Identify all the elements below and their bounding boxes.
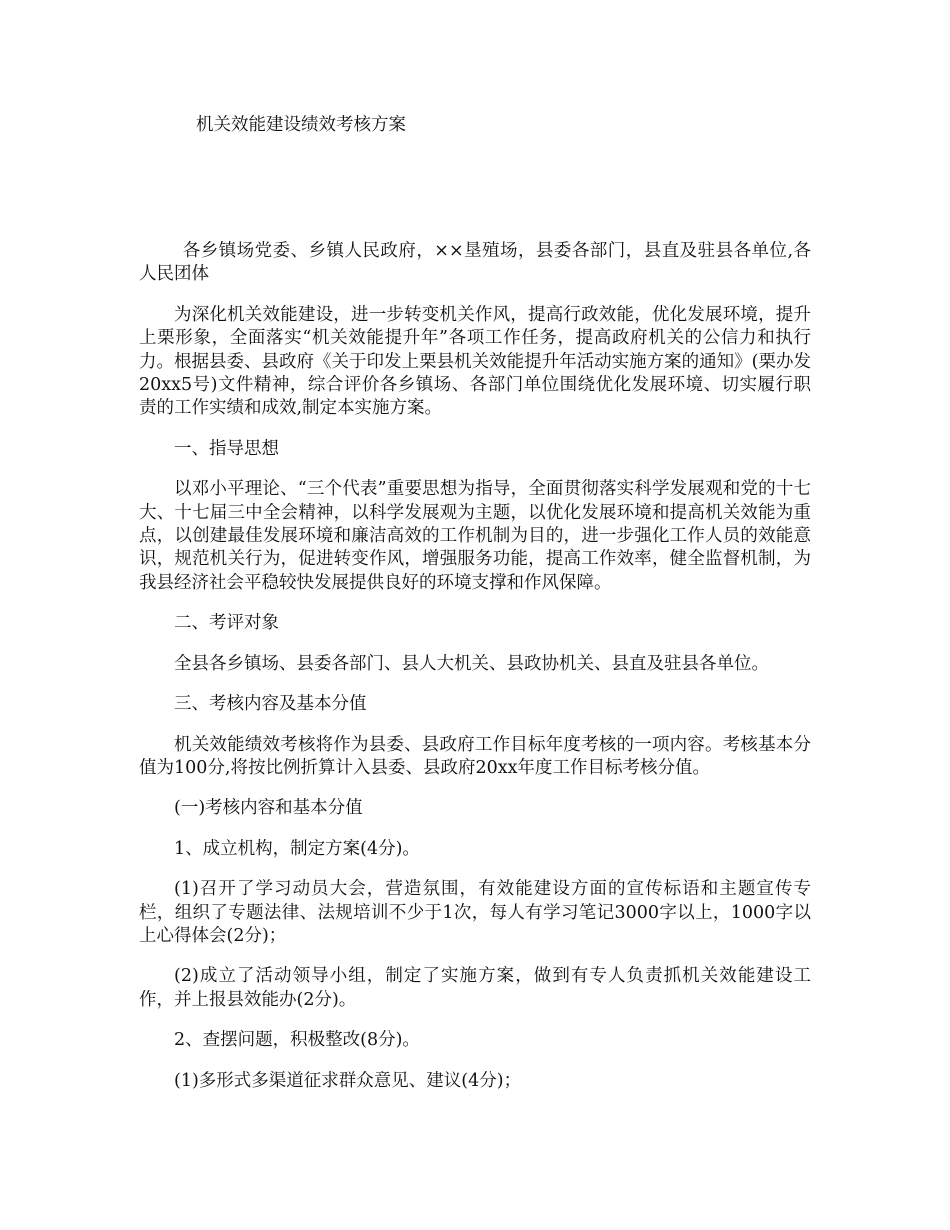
guiding-thought-paragraph: 以邓小平理论、“三个代表”重要思想为指导，全面贯彻落实科学发展观和党的十七大、十七届三中全会精神，以科学发展观为主题，以优化发展环境和提高机关效能为重点，以创建最佳发展环境和廉洁高效的工作机制为目的，进一步强化工作人员的效能意识，规范机关行为，促进转变作风，增强服务功能，提高工作效率，健全监督机制，为我县经济社会平稳较快发展提供良好的环境支撑和作风保障。 (139, 479, 811, 593)
document-body (139, 240, 811, 1110)
list-item-2-1: (1)多形式多渠道征求群众意见、建议(4分)； (174, 1070, 522, 1091)
content-and-scores-paragraph: 机关效能绩效考核将作为县委、县政府工作目标年度考核的一项内容。考核基本分值为100分,将按比例折算计入县委、县政府20xx年度工作目标考核分值。 (139, 734, 811, 778)
intro-paragraph: 为深化机关效能建设，进一步转变机关作风，提高行政效能，优化发展环境，提升上栗形象，全面落实“机关效能提升年”各项工作任务，提高政府机关的公信力和执行力。根据县委、县政府《关于印发上栗县机关效能提升年活动实施方案的通知》(栗办发20xx5号)文件精神，综合评价各乡镇场、各部门单位围绕优化发展环境、切实履行职责的工作实绩和成效,制定本实施方案。 (139, 304, 811, 419)
section-heading-guiding-thought: 一、指导思想 (174, 438, 279, 459)
list-item-1-1: (1)召开了学习动员大会，营造氛围，有效能建设方面的宣传标语和主题宣传专栏，组织了专题法律、法规培训不少于1次，每人有学习笔记3000字以上，1000字以上心得体会(2分)； (139, 879, 811, 946)
section-heading-evaluation-targets: 二、考评对象 (174, 613, 279, 634)
salutation-paragraph: 各乡镇场党委、乡镇人民政府，××垦殖场，县委各部门，县直及驻县各单位,各人民团体 (139, 241, 811, 285)
evaluation-targets-paragraph: 全县各乡镇场、县委各部门、县人大机关、县政协机关、县直及驻县各单位。 (174, 653, 769, 674)
subsection-heading: (一)考核内容和基本分值 (174, 798, 363, 819)
list-item-2: 2、查摆问题，积极整改(8分)。 (174, 1030, 420, 1051)
list-item-1-2: (2)成立了活动领导小组，制定了实施方案，做到有专人负责抓机关效能建设工作，并上报县效能办(2分)。 (139, 966, 811, 1010)
list-item-1: 1、成立机构，制定方案(4分)。 (174, 838, 420, 859)
document-title: 机关效能建设绩效考核方案 (196, 115, 406, 135)
section-heading-content-and-scores: 三、考核内容及基本分值 (174, 694, 367, 715)
